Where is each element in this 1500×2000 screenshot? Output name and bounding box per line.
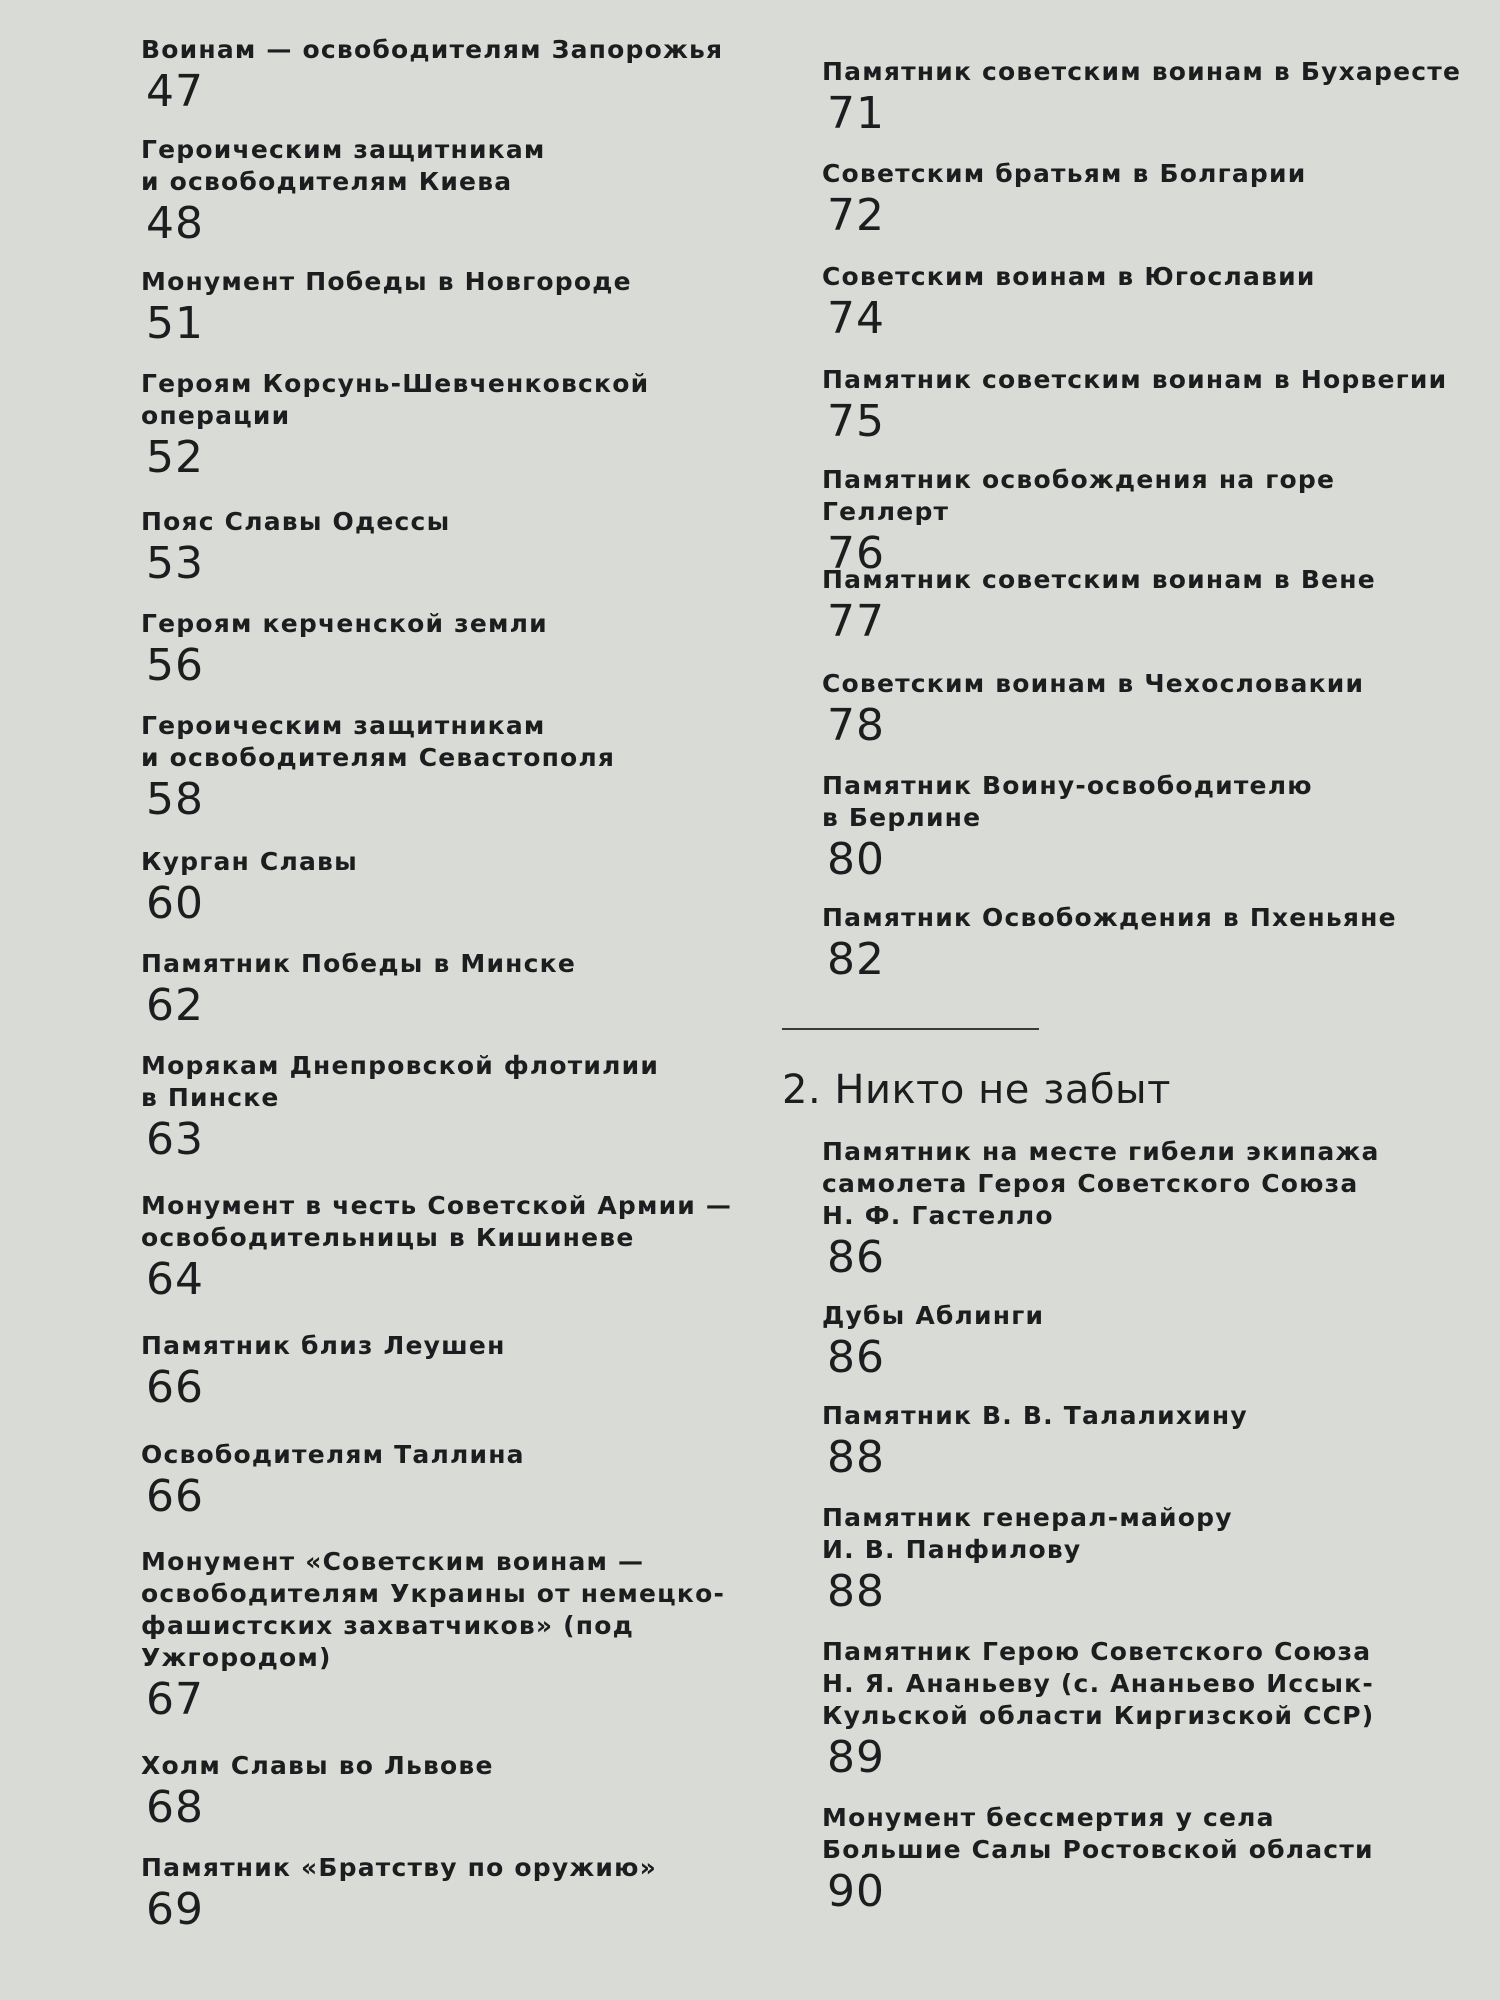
- entry-page-number: 88: [827, 1566, 885, 1617]
- entry-page-number: 66: [146, 1471, 204, 1522]
- entry-page-number: 77: [827, 596, 885, 647]
- entry-page-number: 86: [827, 1232, 885, 1283]
- entry-title: Памятник Воину-освободителю в Берлине: [822, 771, 1313, 832]
- contents-entry: [822, 1636, 1462, 1782]
- entry-title: Памятник на месте гибели экипажа самолета Героя Советского Союза Н. Ф. Гастелло: [822, 1137, 1380, 1230]
- entry-page-number: 68: [146, 1782, 204, 1833]
- entry-title: Воинам — освободителям Запорожья: [141, 35, 724, 64]
- entry-title: Холм Славы во Львове: [141, 1751, 494, 1780]
- entry-title: Советским воинам в Югославии: [822, 262, 1316, 291]
- entry-page-number: 66: [146, 1362, 204, 1413]
- entry-title: Памятник В. В. Талалихину: [822, 1401, 1248, 1430]
- entry-title: Курган Славы: [141, 847, 358, 876]
- section-heading: 2. Никто не забыт: [782, 1067, 1171, 1113]
- entry-title: Памятник советским воинам в Норвегии: [822, 365, 1448, 394]
- entry-title: Советским воинам в Чехословакии: [822, 669, 1365, 698]
- contents-entry: [822, 1502, 1462, 1616]
- entry-title: Монумент Победы в Новгороде: [141, 267, 632, 296]
- contents-entry: [141, 1852, 781, 1934]
- entry-title: Монумент «Советским воинам — освободителям Украины от немецко- фашистских захватчиков» (под Ужгородом): [141, 1547, 726, 1672]
- entry-page-number: 88: [827, 1432, 885, 1483]
- entry-page-number: 86: [827, 1332, 885, 1383]
- entry-page-number: 48: [146, 198, 204, 249]
- contents-entry: [822, 1802, 1462, 1916]
- contents-entry: [822, 158, 1462, 240]
- entry-title: Монумент в честь Советской Армии — освободительницы в Кишиневе: [141, 1191, 733, 1252]
- contents-entry: [141, 1050, 781, 1164]
- entry-page-number: 74: [827, 293, 885, 344]
- entry-page-number: 64: [146, 1254, 204, 1305]
- contents-entry: [822, 1300, 1462, 1382]
- entry-title: Памятник Герою Советского Союза Н. Я. Ананьеву (с. Ананьево Иссык- Кульской области Киргизской ССР): [822, 1637, 1375, 1730]
- entry-page-number: 62: [146, 980, 204, 1031]
- entry-page-number: 58: [146, 774, 204, 825]
- entry-page-number: 82: [827, 934, 885, 985]
- entry-title: Героям Корсунь-Шевченковской операции: [141, 369, 650, 430]
- contents-entry: [822, 364, 1462, 446]
- entry-title: Советским братьям в Болгарии: [822, 159, 1307, 188]
- entry-title: Освободителям Таллина: [141, 1440, 525, 1469]
- contents-entry: [141, 266, 781, 348]
- contents-entry: [822, 464, 1462, 578]
- contents-entry: [822, 770, 1462, 884]
- entry-title: Дубы Аблинги: [822, 1301, 1045, 1330]
- entry-title: Памятник Освобождения в Пхеньяне: [822, 903, 1397, 932]
- contents-entry: [822, 668, 1462, 750]
- entry-title: Памятник советским воинам в Вене: [822, 565, 1376, 594]
- entry-page-number: 72: [827, 190, 885, 241]
- contents-entry: [822, 1136, 1462, 1282]
- entry-title: Памятник советским воинам в Бухаресте: [822, 57, 1462, 86]
- entry-page-number: 90: [827, 1866, 885, 1917]
- entry-title: Памятник генерал-майору И. В. Панфилову: [822, 1503, 1233, 1564]
- entry-page-number: 76: [827, 528, 885, 579]
- entry-title: Памятник близ Леушен: [141, 1331, 506, 1360]
- entry-page-number: 80: [827, 834, 885, 885]
- contents-entry: [822, 261, 1462, 343]
- entry-page-number: 78: [827, 700, 885, 751]
- contents-entry: [822, 564, 1462, 646]
- contents-entry: [141, 368, 781, 482]
- entry-title: Морякам Днепровской флотилии в Пинске: [141, 1051, 660, 1112]
- section-divider: [782, 1028, 1039, 1030]
- entry-title: Памятник «Братству по оружию»: [141, 1853, 657, 1882]
- contents-entry: [822, 56, 1462, 138]
- contents-entry: [141, 846, 781, 928]
- entry-title: Героям керченской земли: [141, 609, 548, 638]
- entry-page-number: 67: [146, 1674, 204, 1725]
- contents-entry: [141, 506, 781, 588]
- contents-entry: [141, 948, 781, 1030]
- entry-page-number: 47: [146, 66, 204, 117]
- contents-entry: [141, 1330, 781, 1412]
- contents-entry: [141, 608, 781, 690]
- entry-page-number: 63: [146, 1114, 204, 1165]
- contents-entry: [822, 1400, 1462, 1482]
- entry-page-number: 89: [827, 1732, 885, 1783]
- contents-entry: [141, 1546, 781, 1724]
- entry-title: Пояс Славы Одессы: [141, 507, 451, 536]
- entry-page-number: 53: [146, 538, 204, 589]
- entry-page-number: 69: [146, 1884, 204, 1935]
- contents-entry: [141, 1750, 781, 1832]
- contents-entry: [141, 1190, 781, 1304]
- contents-entry: [141, 134, 781, 248]
- entry-page-number: 71: [827, 88, 885, 139]
- entry-page-number: 51: [146, 298, 204, 349]
- entry-title: Монумент бессмертия у села Большие Салы Ростовской области: [822, 1803, 1374, 1864]
- entry-page-number: 60: [146, 878, 204, 929]
- contents-entry: [141, 1439, 781, 1521]
- contents-entry: [141, 34, 781, 116]
- entry-title: Героическим защитникам и освободителям Киева: [141, 135, 546, 196]
- entry-page-number: 75: [827, 396, 885, 447]
- entry-title: Памятник Победы в Минске: [141, 949, 576, 978]
- contents-entry: [822, 902, 1462, 984]
- entry-page-number: 52: [146, 432, 204, 483]
- entry-title: Памятник освобождения на горе Геллерт: [822, 465, 1336, 526]
- contents-entry: [141, 710, 781, 824]
- entry-page-number: 56: [146, 640, 204, 691]
- entry-title: Героическим защитникам и освободителям Севастополя: [141, 711, 616, 772]
